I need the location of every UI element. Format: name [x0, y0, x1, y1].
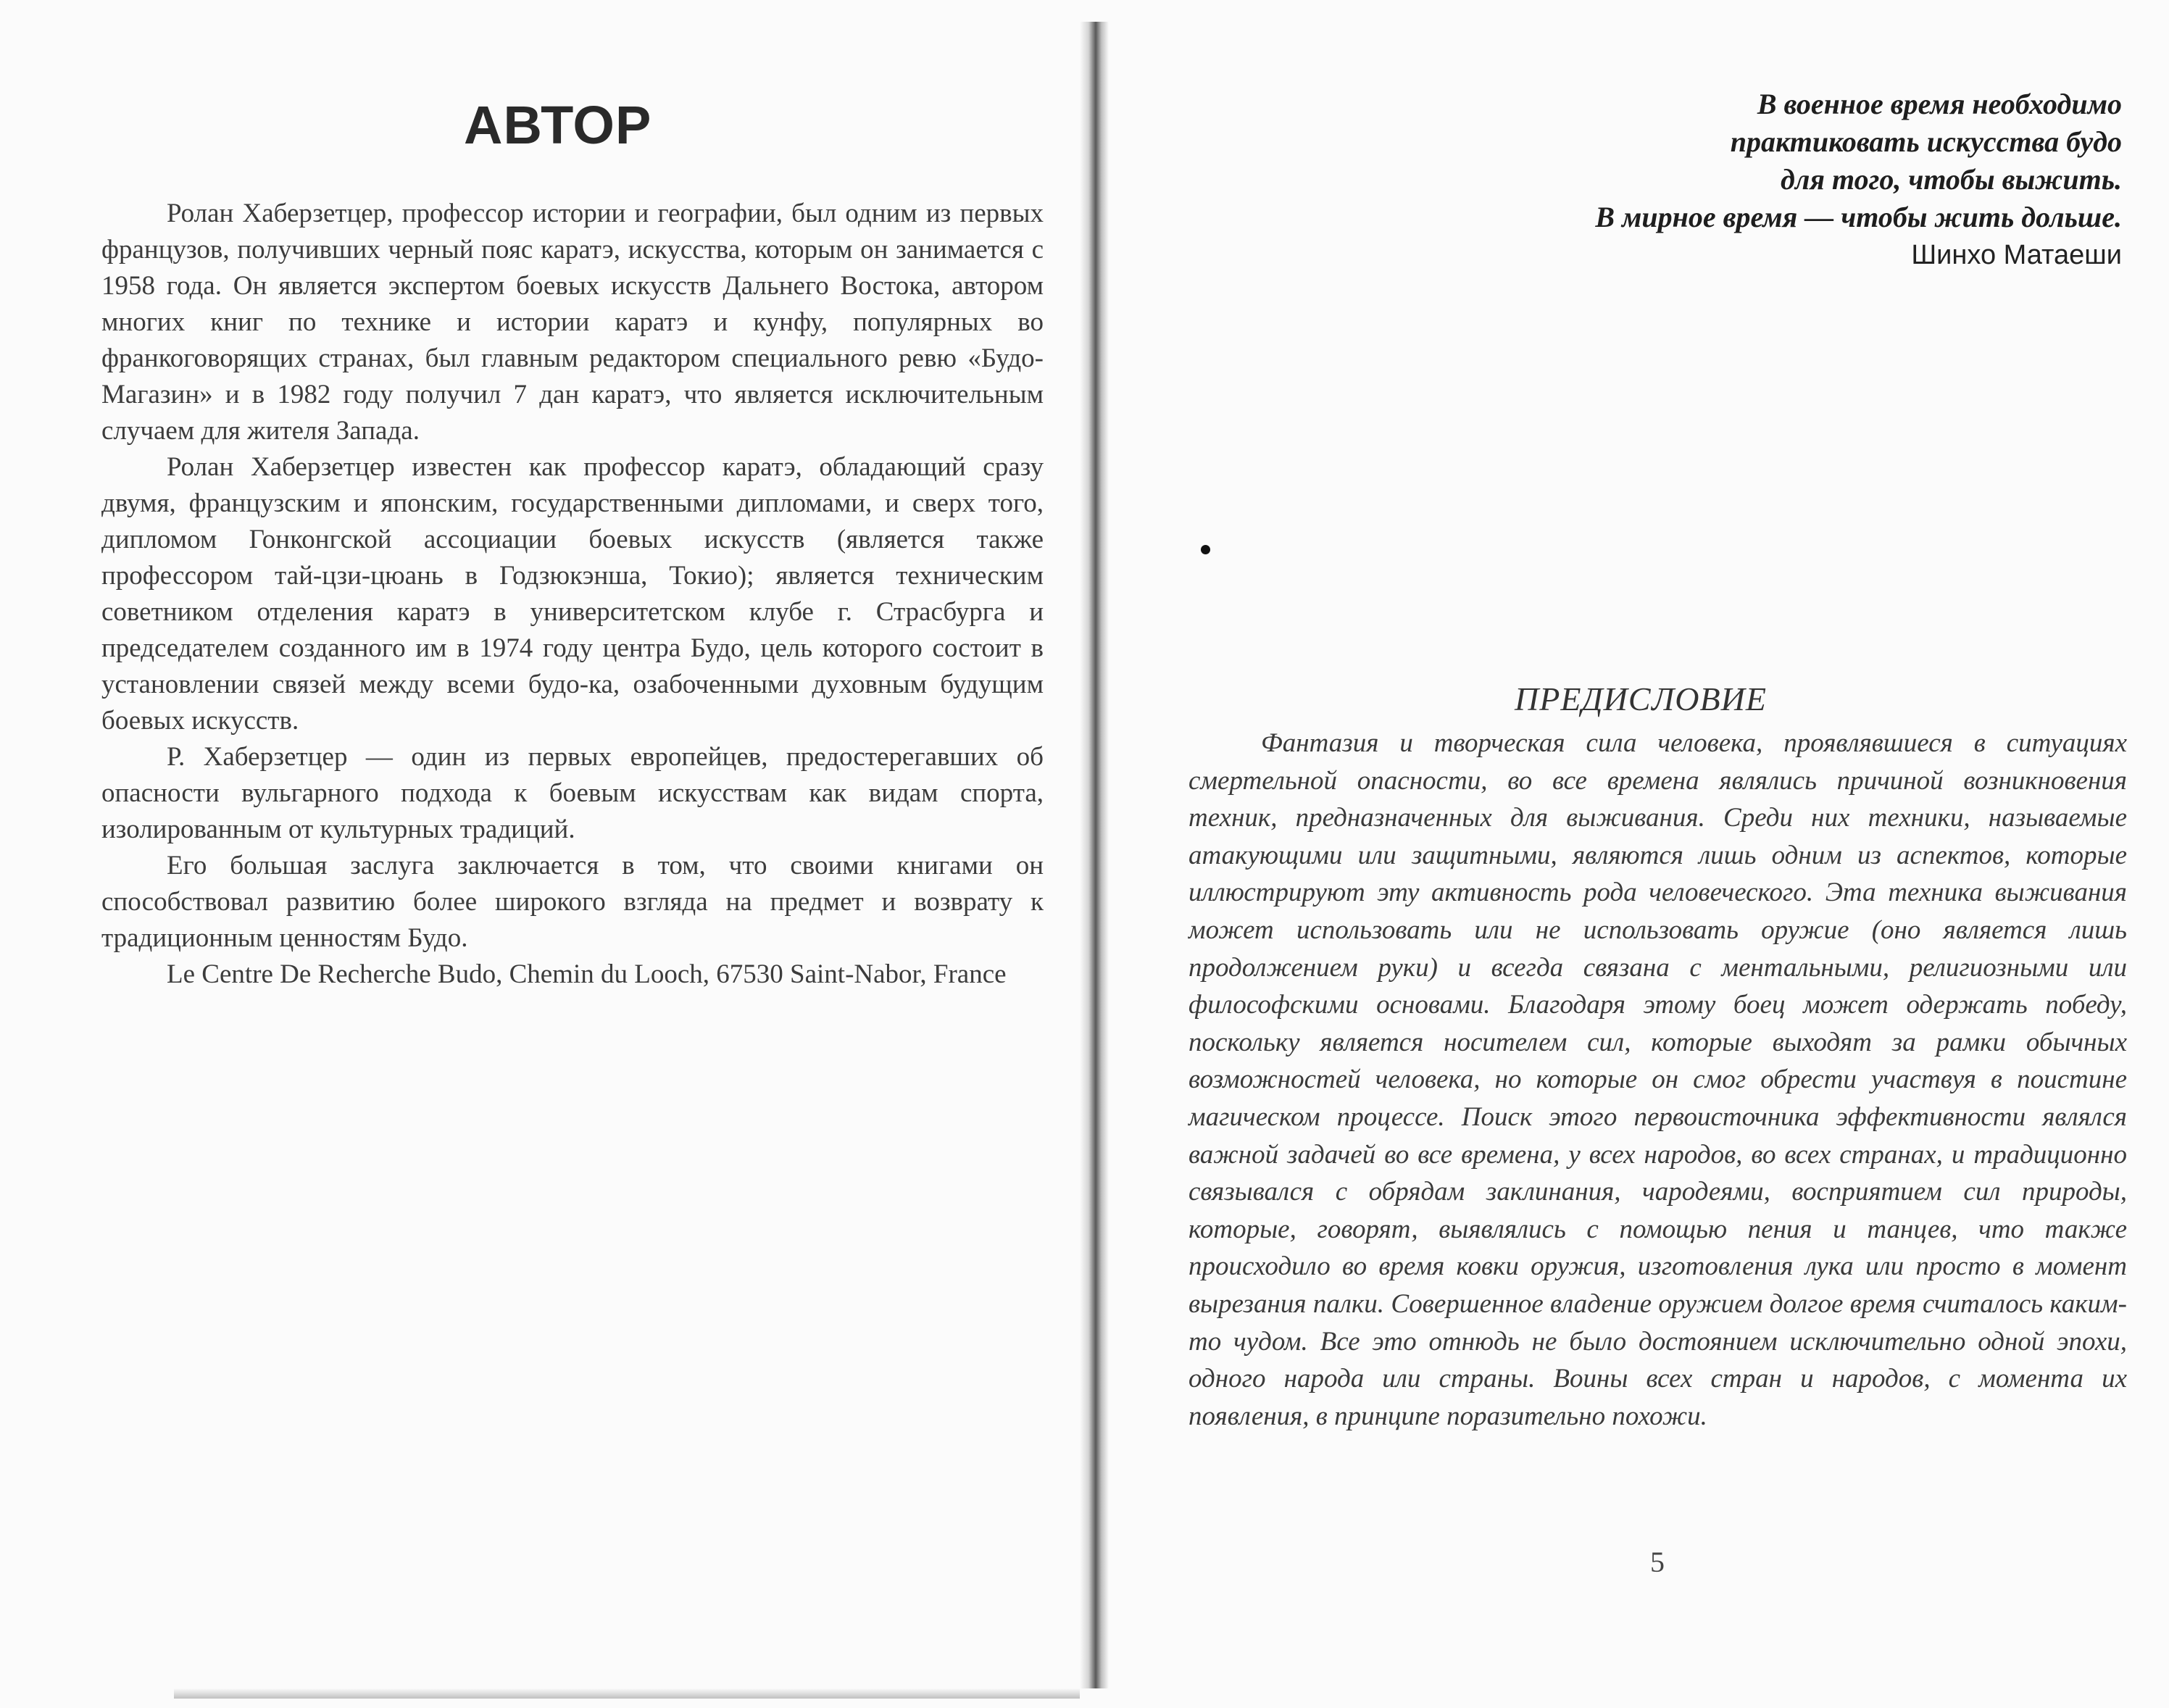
preface-text: [1188, 725, 2127, 1435]
epigraph-line-1: В военное время необходимо: [1757, 88, 2122, 120]
author-paragraph-2: Ролан Хаберзетцер известен как профессор каратэ, обладающий сразу двумя, французским и японским, государственными дипломами, и сверх того, дипломом Гонконгской ассоциации боевых искусств (является также профессором тай-цзи-цюань в Годзюкэнша, Токио); является техническим советником отделения каратэ в университетском клубе г. Страсбурга и председателем созданного им в 1974 году центра Будо, цель которого состоит в установлении связей между всеми будо-ка, озабоченными духовным будущим боевых искусств.: [101, 452, 1044, 736]
epigraph-line-2: практиковать искусства будо: [1730, 125, 2122, 158]
preface-heading: ПРЕДИСЛОВИЕ: [1515, 680, 1767, 717]
page-number: 5: [1650, 1546, 1665, 1578]
epigraph-line-3: для того, чтобы выжить.: [1781, 163, 2122, 196]
author-text: [101, 196, 1044, 993]
left-page: [0, 0, 1080, 1708]
preface-paragraph: Фантазия и творческая сила человека, проявлявшиеся в ситуациях смертельной опасности, во все времена являлись причиной возникновения техник, предназначенных для выживания. Среди них техники, называемые атакующими или защитными, являются лишь одним из аспектов, которые иллюстрируют эту активность рода человеческого. Эта техника выживания может использовать или не использовать оружие (оно является лишь продолжением руки) и всегда связана с ментальными, религиозными или философскими основами. Благодаря этому боец может одержать победу, поскольку является носителем сил, которые выходят за рамки обычных возможностей человека, но которые он смог обрести участвуя в поистине магическом процессе. Поиск этого первоисточника эффективности являлся важной задачей во все времена, у всех народов, во всех странах, и традиционно связывался с обрядам заклинания, чародеями, восприятием сил природы, которые, говорят, выявлялись с помощью пения и танцев, что также происходило во время ковки оружия, изготовления лука или просто в момент вырезания палки. Совершенное владение оружием долгое время считалось каким-то чудом. Все это отнюдь не было достоянием исключительно одной эпохи, одного народа или страны. Воины всех стран и народов, с момента их появления, в принципе поразительно похожи.: [1188, 728, 2127, 1431]
epigraph: [1397, 86, 2122, 274]
book-gutter: [1080, 22, 1109, 1688]
author-heading: АВТОР: [464, 95, 652, 155]
epigraph-attribution: Шинхо Матаеши: [1911, 240, 2122, 270]
print-speck: [1201, 545, 1210, 554]
author-paragraph-4: Его большая заслуга заключается в том, что своими книгами он способствовал развитию более широкого взгляда на предмет и возврату к традиционным ценностям Будо.: [101, 851, 1044, 953]
author-paragraph-1: Ролан Хаберзетцер, профессор истории и географии, был одним из первых французов, получивших черный пояс каратэ, искусства, которым он занимается с 1958 года. Он является экспертом боевых искусств Дальнего Востока, автором многих книг по технике и истории каратэ и кунфу, популярных во франкоговорящих странах, был главным редактором специального ревю «Будо-Магазин» и в 1982 году получил 7 дан каратэ, что является исключительным случаем для жителя Запада.: [101, 199, 1044, 446]
epigraph-line-4: В мирное время — чтобы жить дольше.: [1595, 201, 2122, 233]
author-address: Le Centre De Recherche Budo, Chemin du Looch, 67530 Saint-Nabor, France: [167, 959, 1007, 989]
author-paragraph-3: Р. Хаберзетцер — один из первых европейцев, предостерегавших об опасности вульгарного подхода к боевым искусствам как видам спорта, изолированным от культурных традиций.: [101, 742, 1044, 844]
